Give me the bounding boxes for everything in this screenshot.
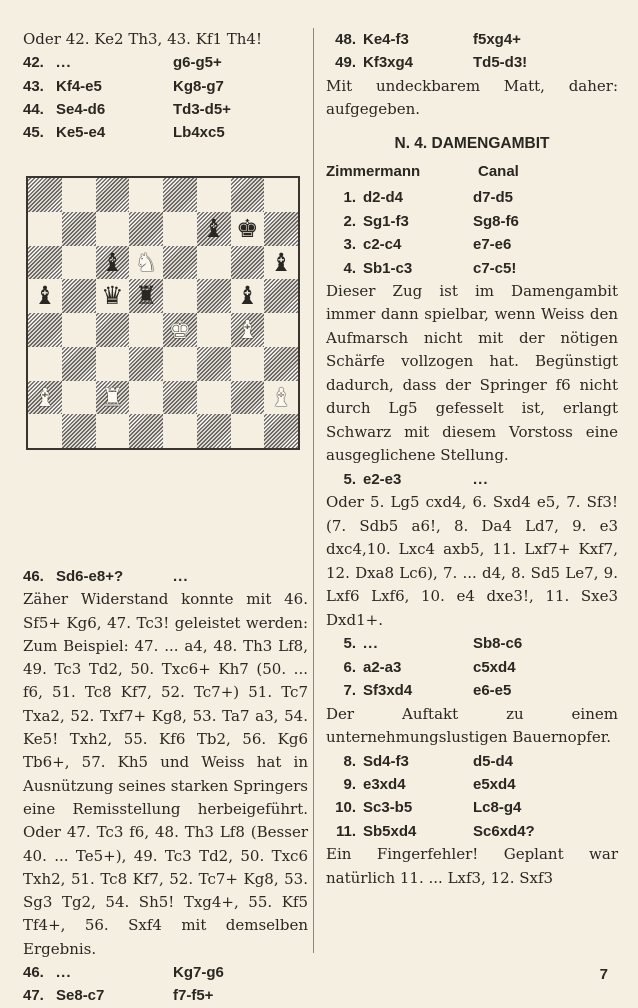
game-title: N. 4. DAMENGAMBIT	[394, 135, 550, 153]
board-square-d8	[129, 178, 163, 212]
chess-piece-white-h2: ♝	[269, 382, 293, 412]
players-header	[326, 163, 618, 180]
move-row: 10. Sc3-b5 Lc8-g4	[335, 799, 522, 817]
chess-piece-white-c2: ♜	[101, 382, 124, 412]
board-square-f2	[197, 381, 231, 415]
board-square-f6	[197, 246, 231, 280]
move-row: 9. e3xd4 e5xd4	[343, 775, 516, 793]
board-square-a6	[28, 246, 62, 280]
board-square-g8	[231, 178, 265, 212]
board-square-h5	[264, 279, 298, 313]
board-square-h3	[264, 347, 298, 381]
board-square-c1	[96, 414, 130, 448]
move-row: 6. a2-a3 c5xd4	[343, 658, 516, 676]
commentary: Zäher Widerstand konnte mit 46. Sf5+ Kg6, 47. Tc3! geleistet werden: Zum Beispiel: 47. ... a4, 48. Th3 Lf8, 49. Tc3 Td2, 50. Txc6+ Kh7 (50. ... f6, 51. Tc8 Kf7, 52. Tc7+) 51. Tc7 Txa2, 52. Txf7+ Kg8, 53. Ta7 a3, 54. Ke5! Txh2, 55. Kf6 Tb2, 56. Kg6 Tb6+, 57. Kh5 und Weiss hat in Ausnützung seines starken Springers eine Remisstellung herbeigeführt. Oder 47. Tc3 f6, 48. Th3 Lf8 (Besser 40. ... Te5+), 49. Tc3 Td2, 50. Txc6 Txh2, 51. Tc8 Kf7, 52. Tc7+ Kg8, 53. Sg3 Tg2, 54. Sh5! Txg4+, 55. Kf5 Tf4+, 56. Sxf4 mit demselben Ergebnis.	[23, 590, 308, 958]
board-square-f8	[197, 178, 231, 212]
board-square-c8	[96, 178, 130, 212]
board-square-b5	[62, 279, 96, 313]
move-row: 49. Kf3xg4 Td5-d3!	[335, 54, 528, 72]
board-square-d1	[129, 414, 163, 448]
chess-piece-black-f7: ♝	[202, 213, 225, 243]
board-square-h7	[264, 212, 298, 246]
chess-piece-white-a2: ♝	[33, 382, 57, 412]
move-row: 2. Sg1-f3 Sg8-f6	[343, 212, 519, 230]
chess-piece-white-e4: ♚	[168, 315, 192, 344]
move-row: 46. ... Kg7-g6	[23, 964, 224, 981]
board-square-a4	[28, 313, 62, 347]
move-row: 47. Se8-c7 f7-f5+	[23, 987, 214, 1005]
chess-piece-black-h6: ♝	[269, 247, 293, 277]
chess-piece-black-c6: ♝	[101, 247, 124, 277]
board-square-g1	[231, 414, 265, 448]
board-square-b7	[62, 212, 96, 246]
move-row: 45. Ke5-e4 Lb4xc5	[23, 124, 225, 142]
chess-piece-black-d5: ♜	[134, 281, 158, 311]
board-square-h4	[264, 313, 298, 347]
board-square-g3	[231, 347, 265, 381]
board-square-d4	[129, 313, 163, 347]
board-square-e5	[163, 279, 197, 313]
resignation-text: Mit undeckbarem Matt, daher: aufgegeben.	[326, 76, 618, 119]
move-row: 48. Ke4-f3 f5xg4+	[335, 31, 521, 48]
board-square-c7	[96, 212, 130, 246]
comment-variation: Oder 5. Lg5 cxd4, 6. Sxd4 e5, 7. Sf3! (7. Sdb5 a6!, 8. Da4 Ld7, 9. e3 dxc4,10. Lxc4 axb5, 11. Lxf7+ Kxf7, 12. Dxa8 Lc6), 7. ... d4, 8. Sd5 Le7, 9. Lxf6 Lxf6, 10. e4 dxe3!, 11. Sxe3 Dxd1+.	[326, 493, 618, 629]
chess-piece-black-g7: ♚	[236, 213, 259, 243]
board-square-b6	[62, 246, 96, 280]
move-row: 44. Se4-d6 Td3-d5+	[23, 101, 231, 119]
board-square-c4	[96, 313, 130, 347]
move-row: 46. Sd6-e8+? ...	[23, 567, 189, 585]
page-number: 7	[599, 966, 608, 983]
board-square-f3	[197, 347, 231, 381]
board-square-e1	[163, 414, 197, 448]
left-column	[23, 28, 308, 1008]
board-square-f5	[197, 279, 231, 313]
move-row: 4. Sb1-c3 c7-c5!	[343, 259, 517, 277]
chess-piece-black-a5: ♝	[33, 281, 57, 311]
column-divider	[313, 28, 314, 953]
board-square-h8	[264, 178, 298, 212]
board-square-f1	[197, 414, 231, 448]
move-row: 5. ... Sb8-c6	[343, 635, 523, 653]
board-square-f4	[197, 313, 231, 347]
player-black: Canal	[478, 163, 519, 181]
board-square-d3	[129, 347, 163, 381]
chess-piece-black-g5: ♝	[236, 281, 259, 311]
move-row: 11. Sb5xd4 Sc6xd4?	[335, 822, 535, 840]
player-white: Zimmermann	[326, 163, 421, 181]
chess-piece-white-g4: ♝	[236, 315, 259, 344]
move-row: 7. Sf3xd4 e6-e5	[343, 682, 512, 700]
board-square-b8	[62, 178, 96, 212]
board-square-e7	[163, 212, 197, 246]
board-square-d7	[129, 212, 163, 246]
chess-piece-white-d6: ♞	[134, 247, 158, 277]
board-square-a8	[28, 178, 62, 212]
move-row: 42. ... g6-g5+	[23, 54, 222, 72]
board-square-h1	[264, 414, 298, 448]
board-square-e3	[163, 347, 197, 381]
chess-piece-black-c5: ♛	[101, 281, 124, 311]
move-row: 8. Sd4-f3 d5-d4	[343, 752, 514, 770]
board-square-a7	[28, 212, 62, 246]
comment-pawn-sacrifice: Der Auftakt zu einem unternehmungslustigen Bauernopfer.	[326, 704, 618, 746]
board-square-d2	[129, 381, 163, 415]
board-square-b1	[62, 414, 96, 448]
board-square-e6	[163, 246, 197, 280]
board-square-b3	[62, 347, 96, 381]
board-square-e2	[163, 381, 197, 415]
move-row: 5. e2-e3 ...	[343, 470, 489, 488]
board-square-g2	[231, 381, 265, 415]
board-square-e8	[163, 178, 197, 212]
move-row: 43. Kf4-e5 Kg8-g7	[23, 77, 224, 95]
comment-finger-error: Ein Fingerfehler! Geplant war natürlich 11. ... Lxf3, 12. Sxf3	[326, 845, 618, 887]
board-square-b2	[62, 381, 96, 415]
comment-opening: Dieser Zug ist im Damengambit immer dann spielbar, wenn Weiss den Aufmarsch nicht mit der nötigen Schärfe vollzogen hat. Begünstigt dadurch, dass der Springer f6 nicht durch Lg5 gefesselt ist, erlangt Schwarz mit diesem Vorstoss eine ausgeglichene Stellung.	[326, 281, 618, 465]
board-square-c3	[96, 347, 130, 381]
move-row: 1. d2-d4 d7-d5	[343, 189, 514, 207]
board-square-b4	[62, 313, 96, 347]
board-square-g6	[231, 246, 265, 280]
intro-line: Oder 42. Ke2 Th3, 43. Kf1 Th4!	[23, 30, 263, 48]
move-row: 3. c2-c4 e7-e6	[343, 236, 512, 254]
chess-diagram	[26, 176, 300, 450]
moves-bottom-left	[23, 961, 308, 1008]
right-column	[326, 28, 618, 890]
board-square-a1	[28, 414, 62, 448]
moves-top-left	[23, 51, 308, 145]
board-square-a3	[28, 347, 62, 381]
